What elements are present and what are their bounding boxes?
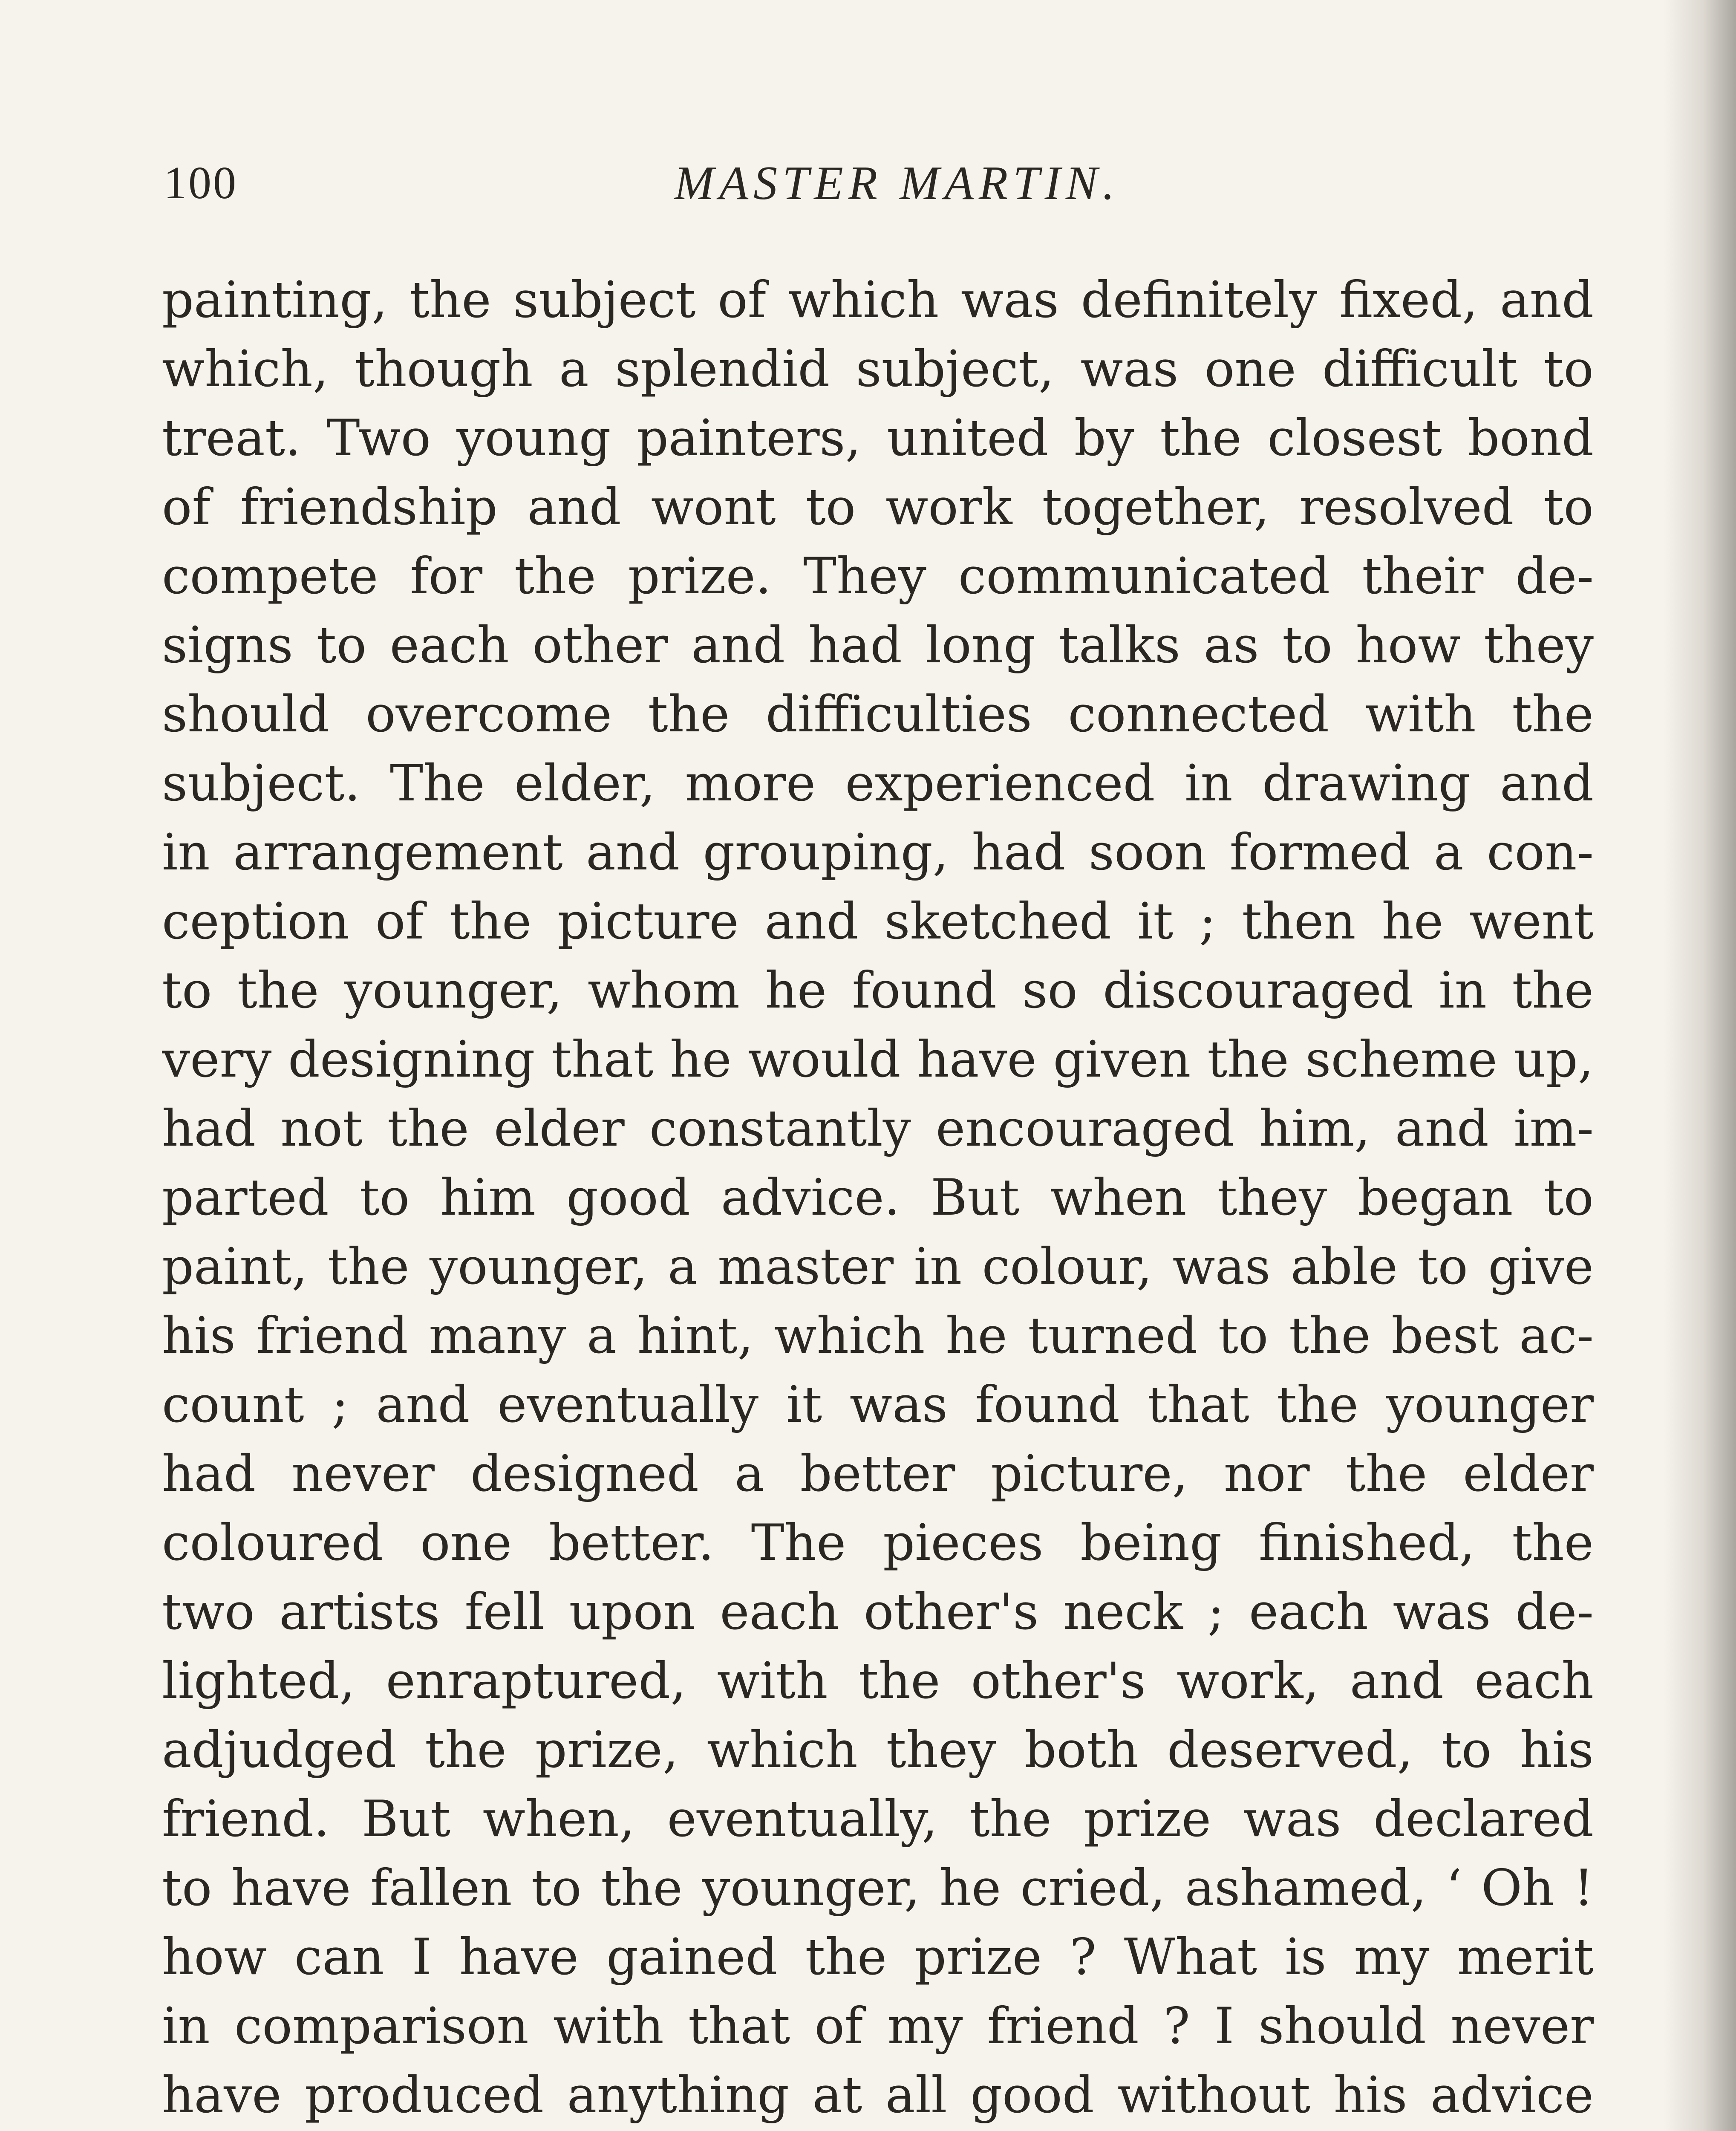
text-line: count ; and eventually it was found that the younger xyxy=(162,1375,1594,1434)
text-line: to have fallen to the younger, he cried, ashamed, ‘ Oh ! xyxy=(162,1859,1594,1917)
text-line: had not the elder constantly encouraged him, and im- xyxy=(162,1099,1594,1158)
text-line: had never designed a better picture, nor the elder xyxy=(162,1444,1594,1503)
text-line: in comparison with that of my friend ? I should never xyxy=(162,1997,1594,2055)
text-line: compete for the prize. They communicated their de- xyxy=(162,547,1594,605)
text-line: signs to each other and had long talks as to how they xyxy=(162,616,1594,674)
text-line: ception of the picture and sketched it ; then he went xyxy=(162,892,1594,950)
page-header xyxy=(158,149,1589,217)
text-line: treat. Two young painters, united by the closest bond xyxy=(162,409,1594,467)
text-line: how can I have gained the prize ? What is my merit xyxy=(162,1928,1594,1986)
text-line: should overcome the difficulties connected with the xyxy=(162,685,1594,743)
text-line: very designing that he would have given the scheme up, xyxy=(162,1030,1594,1089)
text-line: adjudged the prize, which they both deserved, to his xyxy=(162,1721,1594,1779)
text-line: lighted, enraptured, with the other's work, and each xyxy=(162,1652,1594,1710)
text-line: which, though a splendid subject, was one difficult to xyxy=(162,340,1594,398)
text-line: subject. The elder, more experienced in drawing and xyxy=(162,754,1594,812)
text-line: have produced anything at all good without his advice xyxy=(162,2066,1594,2124)
text-line: coloured one better. The pieces being finished, the xyxy=(162,1513,1594,1572)
page-number: 100 xyxy=(164,158,238,208)
text-line: in arrangement and grouping, had soon formed a con- xyxy=(162,823,1594,881)
text-line: two artists fell upon each other's neck ; each was de- xyxy=(162,1582,1594,1641)
page-gutter-shadow xyxy=(1664,0,1736,2131)
running-title: MASTER MARTIN. xyxy=(674,157,1120,210)
text-line: painting, the subject of which was definitely fixed, and xyxy=(162,271,1594,329)
text-line: friend. But when, eventually, the prize was declared xyxy=(162,1790,1594,1848)
text-line: to the younger, whom he found so discouraged in the xyxy=(162,961,1594,1019)
text-line: of friendship and wont to work together, resolved to xyxy=(162,478,1594,536)
text-line: his friend many a hint, which he turned to the best ac- xyxy=(162,1306,1594,1365)
text-line: paint, the younger, a master in colour, was able to give xyxy=(162,1237,1594,1296)
text-line: parted to him good advice. But when they began to xyxy=(162,1168,1594,1227)
body-text xyxy=(162,266,1594,2131)
